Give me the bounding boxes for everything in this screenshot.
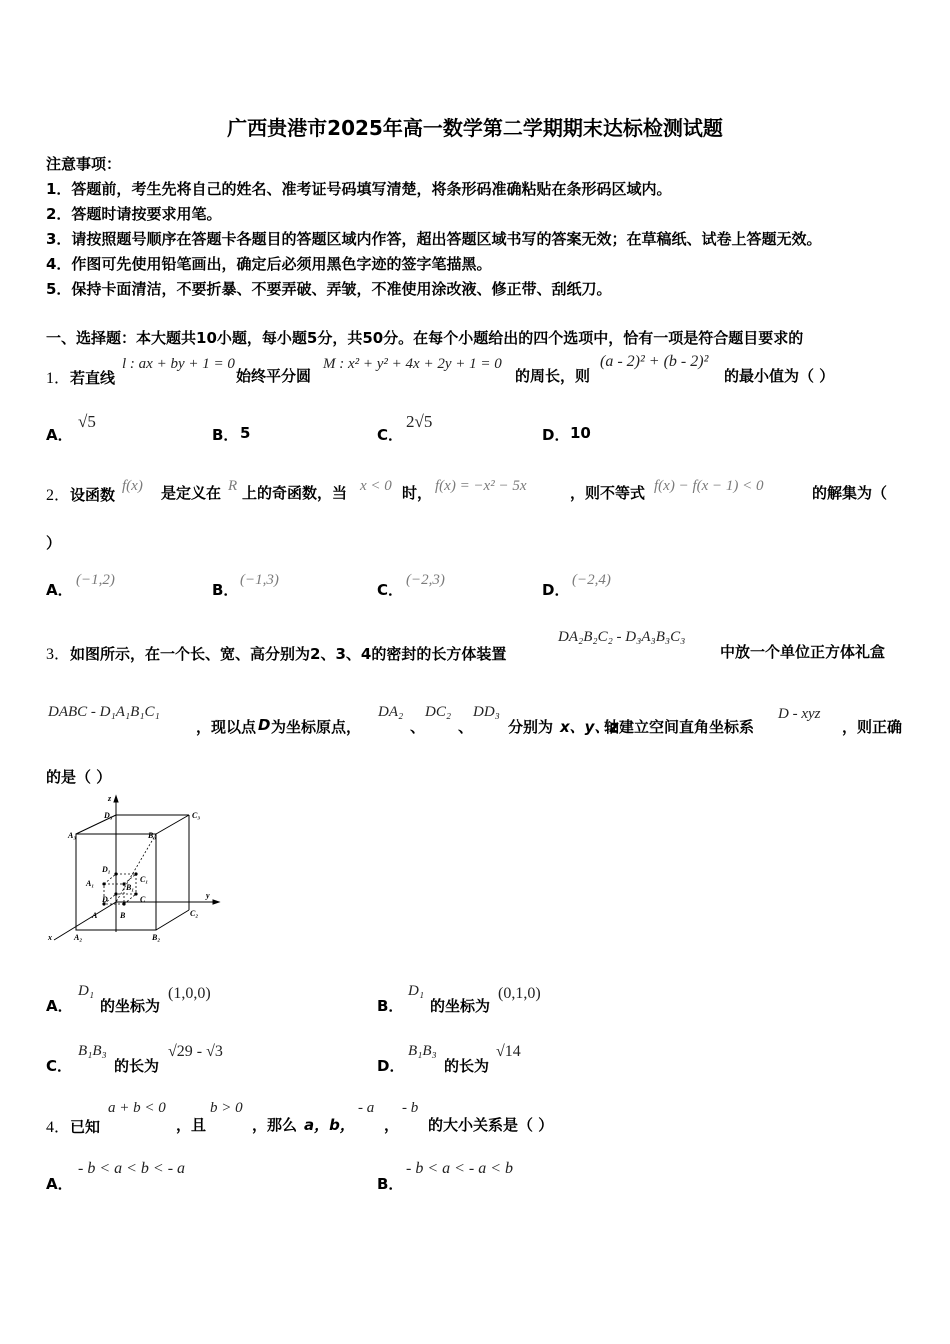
fig-label: A (92, 911, 98, 920)
question-text: 为坐标原点， (271, 718, 362, 736)
option-d-value: (−2,4) (572, 572, 611, 588)
option-b-label: B． (377, 1175, 404, 1193)
option-c-value: 2√5 (406, 412, 433, 431)
expression: (a - 2)² + (b - 2)² (600, 353, 709, 370)
notice-item: 1．答题前，考生先将自己的姓名、准考证号码填写清楚，将条形码准确粘贴在条形码区域内。 (46, 180, 672, 198)
option-a-value: √5 (78, 412, 96, 431)
box-name: DA₂B₂C₂ - D₃A₃B₃C₃ (558, 629, 686, 645)
question-text: ，那么 (252, 1116, 298, 1134)
notice-item: 3．请按照题号顺序在答题卡各题目的答题区域内作答，超出答题区域书写的答案无效；在草稿纸、试卷上答题无效。 (46, 230, 822, 248)
fig-label: B₂ (152, 933, 161, 942)
term-neg-a: - a (358, 1100, 375, 1116)
separator: ， (384, 1116, 400, 1134)
option-c-label: C． (46, 1057, 73, 1075)
condition: x < 0 (360, 478, 392, 494)
option-a-label: A． (46, 1175, 73, 1193)
option-a-point: D₁ (78, 983, 95, 999)
fig-label: B₃ (148, 831, 157, 840)
fig-label: x (48, 933, 52, 942)
notice-item: 2．答题时请按要求用笔。 (46, 205, 222, 223)
fig-label: C₃ (192, 811, 201, 820)
option-a-label: A． (46, 581, 73, 599)
question-text: 的最小值为（ ） (724, 367, 835, 385)
fig-label: D₃ (104, 811, 113, 820)
fig-label: A₁ (86, 879, 95, 888)
option-b-value: - b < a < - a < b (406, 1160, 514, 1177)
question-2: 2．设函数 (46, 486, 116, 504)
question-text: ，且 (176, 1116, 207, 1134)
question-text: 上的奇函数，当 (242, 484, 348, 502)
option-d-value: √14 (496, 1043, 521, 1060)
question-text: ，则不等式 (570, 484, 646, 502)
fig-label: y (206, 891, 210, 900)
option-a-label: A． (46, 997, 73, 1015)
question-text: ，则正确 (842, 718, 903, 736)
notice-heading: 注意事项： (46, 155, 122, 173)
domain-symbol: R (228, 478, 238, 494)
question-number: 4． (46, 1119, 71, 1136)
question-text: ，现以点 (196, 718, 257, 736)
term-neg-b: - b (402, 1100, 419, 1116)
question-4: 4．已知 (46, 1118, 101, 1136)
question-3: 3．如图所示，在一个长、宽、高分别为2、3、4的密封的长方体装置 (46, 645, 507, 663)
option-c-label: C． (377, 581, 404, 599)
page-title: 广西贵港市2025年高一数学第二学期期末达标检测试题 (227, 116, 723, 140)
fig-label: B (120, 911, 126, 920)
option-a-label: A． (46, 426, 73, 444)
question-text: 的大小关系是（ ） (428, 1116, 554, 1134)
option-b-label: B． (377, 997, 404, 1015)
notice-item: 5．保持卡面清洁，不要折暴、不要弄破、弄皱，不准使用涂改液、修正带、刮纸刀。 (46, 280, 612, 298)
separator: 、 (458, 718, 474, 736)
option-d-label: D． (542, 581, 570, 599)
origin-point: D (258, 716, 271, 734)
function-symbol: f(x) (122, 478, 143, 494)
question-1: 1．若直线 (46, 369, 116, 387)
option-d-value: 10 (570, 424, 591, 442)
condition-1: a + b < 0 (108, 1100, 166, 1116)
question-text: 的周长，则 (515, 367, 591, 385)
notice-item: 4．作图可先使用铅笔画出，确定后必须用黑色字迹的签字笔描黑。 (46, 255, 492, 273)
separator: 、 (410, 718, 426, 736)
option-b-text: 的坐标为 (430, 997, 491, 1015)
section-heading: 一、选择题：本大题共10小题，每小题5分，共50分。在每个小题给出的四个选项中，恰有一项是符合题目要求的 (46, 329, 804, 347)
option-b-point: D₁ (408, 983, 425, 999)
variables: a，b， (304, 1116, 355, 1134)
question-number: 2． (46, 487, 71, 504)
question-text: 中放一个单位正方体礼盒 (720, 643, 886, 661)
circle-equation: M : x² + y² + 4x + 2y + 1 = 0 (323, 356, 502, 372)
option-a-value: (1,0,0) (168, 985, 211, 1002)
axes-names: x、y、z (560, 718, 619, 736)
cuboid-figure (44, 792, 254, 944)
fig-label: C (140, 895, 146, 904)
cube-name: DABC - D₁A₁B₁C₁ (48, 704, 160, 720)
question-text: 的解集为（ (812, 484, 888, 502)
option-a-value: (−1,2) (76, 572, 115, 588)
fig-label: z (108, 794, 112, 803)
fig-label: A₃ (68, 831, 77, 840)
option-b-label: B． (212, 426, 239, 444)
question-text: 分别为 (508, 718, 554, 736)
option-b-label: B． (212, 581, 239, 599)
inequality: f(x) − f(x − 1) < 0 (654, 478, 764, 494)
fig-label: C₁ (140, 875, 149, 884)
fig-label: D₁ (102, 865, 111, 874)
question-text: 始终平分圆 (236, 367, 312, 385)
edge-dd3: DD₃ (473, 704, 500, 720)
question-text: 轴建立空间直角坐标系 (604, 718, 755, 736)
option-d-label: D． (542, 426, 570, 444)
question-text: 是定义在 (161, 484, 222, 502)
option-d-segment: B₁B₃ (408, 1043, 437, 1059)
question-number: 1． (46, 370, 71, 387)
line-equation: l : ax + by + 1 = 0 (122, 356, 235, 372)
edge-da2: DA₂ (378, 704, 404, 720)
edge-dc2: DC₂ (425, 704, 452, 720)
option-b-value: 5 (240, 424, 251, 442)
fig-label: C₂ (190, 909, 199, 918)
question-text: 时， (402, 484, 433, 502)
option-c-value: √29 - √3 (168, 1043, 223, 1060)
fig-label: B₁ (126, 883, 135, 892)
function-definition: f(x) = −x² − 5x (435, 478, 527, 494)
option-a-text: 的坐标为 (100, 997, 161, 1015)
option-b-value: (0,1,0) (498, 985, 541, 1002)
option-c-segment: B₁B₃ (78, 1043, 107, 1059)
question-number: 3． (46, 646, 71, 663)
option-a-value: - b < a < b < - a (78, 1160, 186, 1177)
option-d-label: D． (377, 1057, 405, 1075)
option-c-label: C． (377, 426, 404, 444)
question-text: ） (46, 534, 62, 552)
option-c-value: (−2,3) (406, 572, 445, 588)
option-c-text: 的长为 (114, 1057, 160, 1075)
fig-label: A₂ (74, 933, 83, 942)
question-text: 的是（ ） (46, 768, 112, 786)
coordinate-system: D - xyz (778, 706, 821, 722)
option-d-text: 的长为 (444, 1057, 490, 1075)
condition-2: b > 0 (210, 1100, 243, 1116)
option-b-value: (−1,3) (240, 572, 279, 588)
fig-label: D (102, 895, 108, 904)
